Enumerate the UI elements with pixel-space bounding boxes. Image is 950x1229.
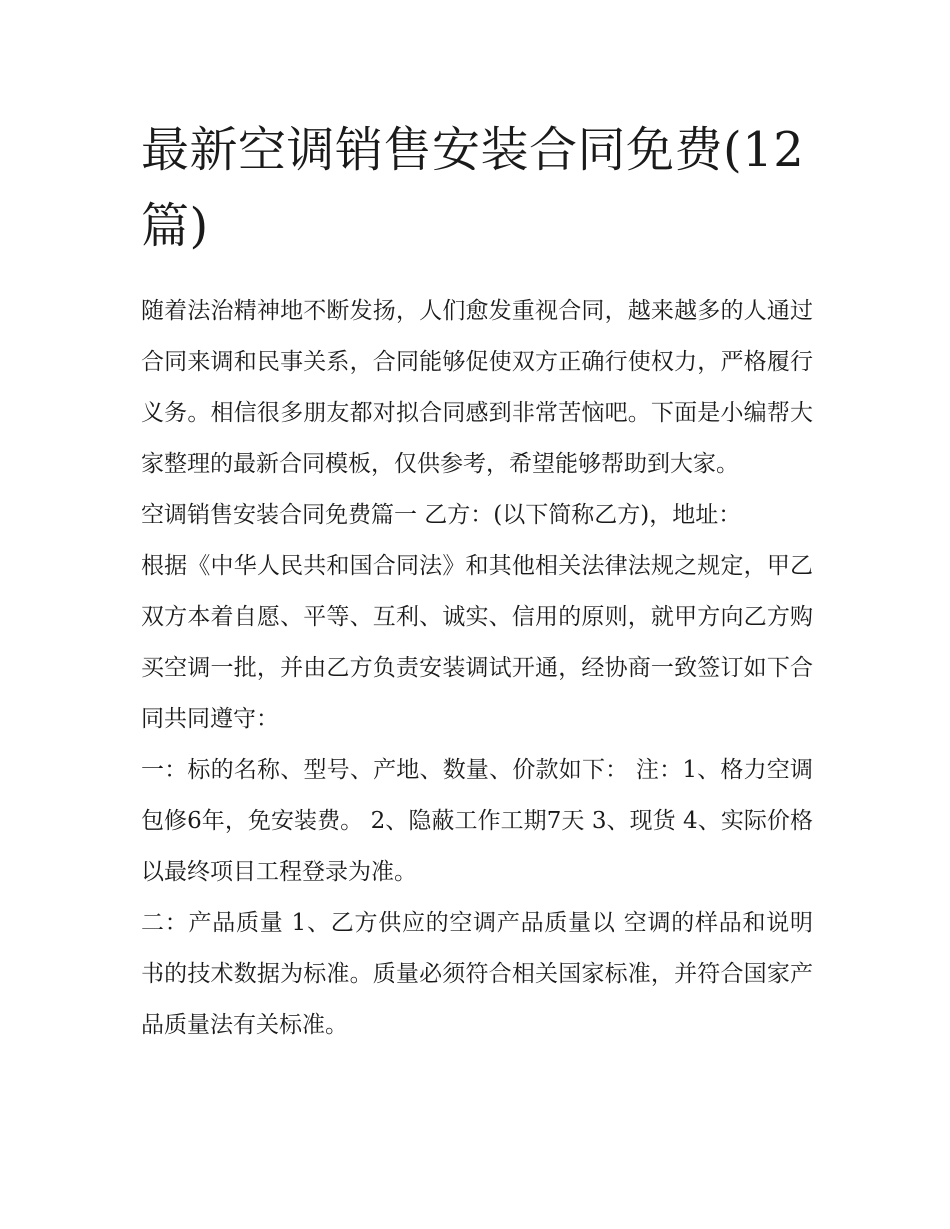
document-page	[141, 112, 813, 1051]
document-title: 最新空调销售安装合同免费(12篇)	[141, 122, 805, 254]
contract-preamble-paragraph: 根据《中华人民共和国合同法》和其他相关法律法规之规定，甲乙双方本着自愿、平等、互利、诚实、信用的原则，就甲方向乙方购买空调一批，并由乙方负责安装调试开通，经协商一致签订如下合同共同遵守：	[141, 553, 813, 732]
intro-paragraph: 随着法治精神地不断发扬，人们愈发重视合同，越来越多的人通过合同来调和民事关系，合同能够促使双方正确行使权力，严格履行义务。相信很多朋友都对拟合同感到非常苦恼吧。下面是小编帮大家整理的最新合同模板，仅供参考，希望能够帮助到大家。	[141, 298, 813, 477]
contract-heading-paragraph: 空调销售安装合同免费篇一 乙方：(以下简称乙方)，地址：	[141, 502, 742, 528]
clause-two-paragraph: 二：产品质量 1、乙方供应的空调产品质量以 空调的样品和说明书的技术数据为标准。质量必须符合相关国家标准，并符合国家产品质量法有关标准。	[141, 910, 813, 1038]
clause-one-paragraph: 一：标的名称、型号、产地、数量、价款如下： 注：1、格力空调包修6年，免安装费。 2、隐蔽工作工期7天 3、现货 4、实际价格以最终项目工程登录为准。	[141, 757, 813, 885]
